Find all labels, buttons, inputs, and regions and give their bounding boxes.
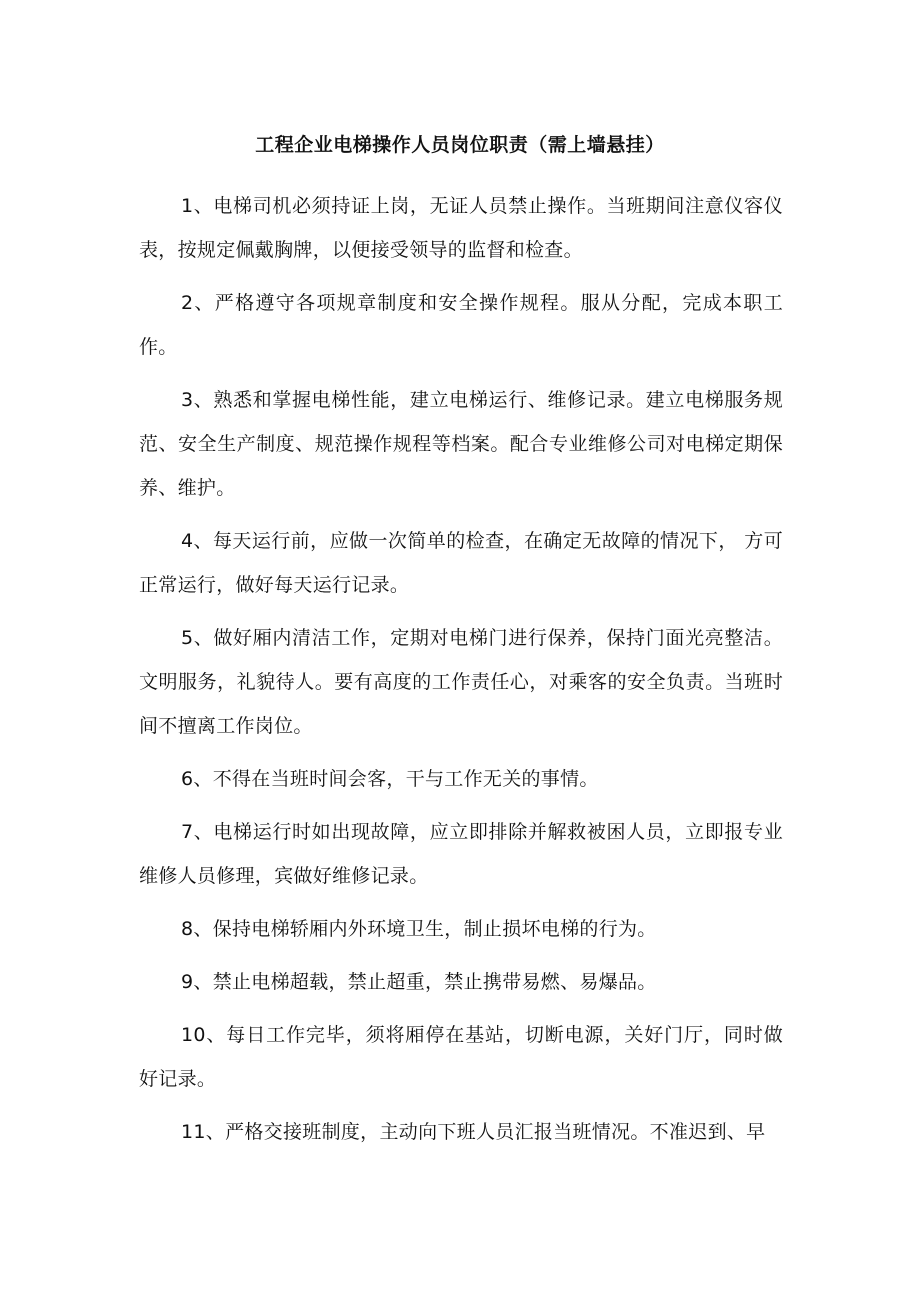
duty-item-1: 1、电梯司机必须持证上岗，无证人员禁止操作。当班期间注意仪容仪表，按规定佩戴胸牌，以便接受领导的监督和检查。 [139,195,783,261]
duty-item-6: 6、不得在当班时间会客，干与工作无关的事情。 [181,768,599,790]
duty-item-4: 4、每天运行前，应做一次简单的检查，在确定无故障的情况下， 方可正常运行，做好每天运行记录。 [139,530,783,596]
duty-item-9: 9、禁止电梯超载，禁止超重，禁止携带易燃、易爆品。 [181,971,657,993]
document-title: 工程企业电梯操作人员岗位职责（需上墙悬挂） [255,134,665,156]
duty-item-2: 2、严格遵守各项规章制度和安全操作规程。服从分配，完成本职工作。 [139,292,783,358]
duty-item-5: 5、做好厢内清洁工作，定期对电梯门进行保养，保持门面光亮整洁。文明服务，礼貌待人。要有高度的工作责任心，对乘客的安全负责。当班时间不擅离工作岗位。 [139,627,783,737]
duty-item-11: 11、严格交接班制度，主动向下班人员汇报当班情况。不准迟到、早 [181,1121,766,1143]
duty-item-3: 3、熟悉和掌握电梯性能，建立电梯运行、维修记录。建立电梯服务规范、安全生产制度、规范操作规程等档案。配合专业维修公司对电梯定期保养、维护。 [139,389,783,499]
duty-item-7: 7、电梯运行时如出现故障，应立即排除并解救被困人员，立即报专业维修人员修理，宾做好维修记录。 [139,821,783,887]
document-body [139,184,783,1163]
duty-item-8: 8、保持电梯轿厢内外环境卫生，制止损坏电梯的行为。 [181,918,657,940]
duty-item-10: 10、每日工作完毕，须将厢停在基站，切断电源，关好门厅，同时做好记录。 [139,1024,783,1090]
